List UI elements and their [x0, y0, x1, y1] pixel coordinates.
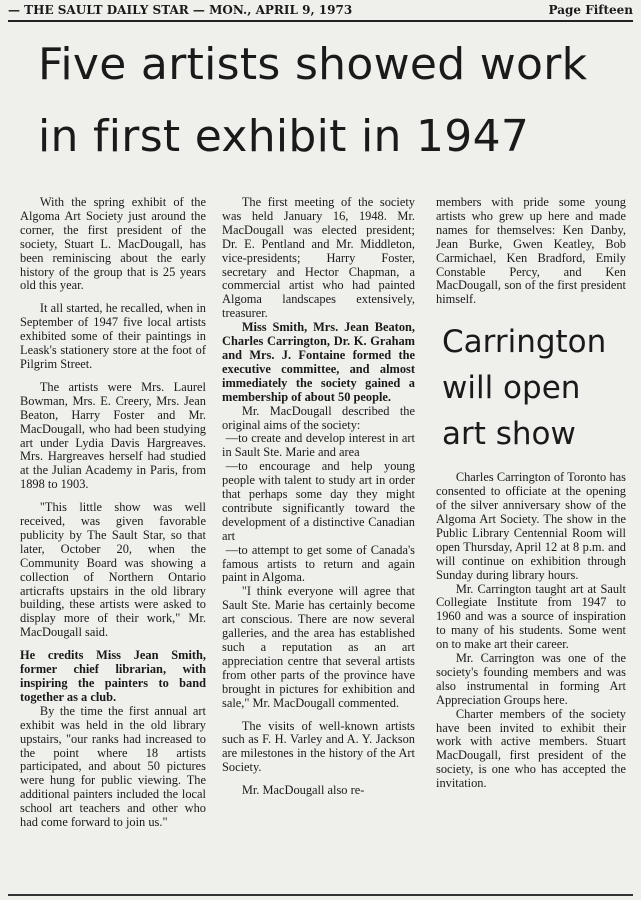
paragraph: Charles Carrington of Toronto has consented to officiate at the opening of the silver anniversary show of the Algoma Art Society. The show in the Public Library Centennial Room will open Thursday, April 12 at 8 p.m. and will continue on exhibition through Sunday during library hours. — [436, 470, 626, 582]
article-column-3 — [436, 196, 626, 896]
bold-paragraph: He credits Miss Jean Smith, former chief librarian, with inspiring the painters to band together as a club. — [20, 648, 206, 704]
paragraph: "I think everyone will agree that Sault Ste. Marie has certainly become art conscious. There are now several galleries, and the area has established such a reputation as an art appreciation centre that several artists from other parts of the province have brought in pictures for exhibition and sale," Mr. MacDougall commented. — [222, 584, 415, 710]
headline-line-1: Five artists showed work — [38, 39, 588, 90]
masthead — [8, 0, 633, 22]
paragraph: The first meeting of the society was held January 16, 1948. Mr. MacDougall was elected president; Dr. E. Pentland and Mr. Middleton, vice-presidents; Harry Foster, secretary and Hector Chapman, a commercial artist who had painted Algoma landscapes extensively, treasurer. — [222, 196, 415, 321]
bottom-rule — [8, 894, 633, 896]
paragraph: Mr. MacDougall described the original aims of the society: — [222, 403, 415, 432]
subheadline-line: art show — [442, 416, 576, 453]
paragraph: members with pride some young artists who grew up here and made names for themselves: Ken Danby, Jean Burke, Gwen Keatley, Bob Carmichael, Ken Bradford, Emily Constable Percy, and Ken MacDougall, son of the first president himself. — [436, 196, 626, 307]
paragraph: The artists were Mrs. Laurel Bowman, Mrs. E. Creery, Mrs. Jean Beaton, Harry Foster and Mr. MacDougall, who had been studying art under Lydia Davis Hargreaves. Mrs. Hargreaves herself had studied at the Julian Academy in Paris, from 1898 to 1903. — [20, 379, 206, 492]
headline-line-2: in first exhibit in 1947 — [38, 111, 530, 162]
subheadline — [442, 319, 626, 457]
aim-item: —to encourage and help young people with talent to study art in order that perhaps some day they might contribute significantly toward the development of a distinctive Canadian art — [222, 459, 415, 543]
paragraph: It all started, he recalled, when in September of 1947 five local artists exhibited some of their paintings in Leask's stationery store at the foot of Pilgrim Street. — [20, 301, 206, 371]
aim-item: —to attempt to get some of Canada's famous artists to return and again paint in Algoma. — [222, 542, 415, 585]
article-column-1 — [20, 196, 206, 896]
paragraph: Mr. Carrington taught art at Sault Collegiate Institute from 1947 to 1960 and was a source of inspiration to many of his students. Some went on to make art their career. — [436, 581, 626, 652]
paragraph: "This little show was well received, was given favorable publicity by The Sault Star, so that later, October 20, when the Community Board was showing a collection of Northern Ontario articrafts upstairs in the old library building, these artists were asked to display more of their work," Mr. MacDougall said. — [20, 500, 206, 640]
paragraph: The visits of well-known artists such as F. H. Varley and A. Y. Jackson are milestones in the history of the Art Society. — [222, 718, 415, 775]
paragraph: With the spring exhibit of the Algoma Art Society just around the corner, the first president of the society, Stuart L. MacDougall, has been reminiscing about the early history of the group that is 25 years old this year. — [20, 196, 206, 293]
page-number: Page Fifteen — [548, 3, 633, 17]
paragraph: Mr. Carrington was one of the society's founding members and was also instrumental in forming Art Appreciation Groups here. — [436, 651, 626, 707]
aim-item: —to create and develop interest in art in Sault Ste. Marie and area — [222, 431, 415, 460]
paragraph: Mr. MacDougall also re- — [241, 783, 365, 798]
bold-paragraph: Miss Smith, Mrs. Jean Beaton, Charles Carrington, Dr. K. Graham and Mrs. J. Fontaine formed the executive committee, and almost immediately the society gained a membership of about 50 people. — [222, 320, 415, 404]
subheadline-line: will open — [442, 370, 581, 407]
article-column-2 — [222, 196, 415, 896]
subheadline-line: Carrington — [442, 324, 607, 361]
masthead-dateline: — THE SAULT DAILY STAR — MON., APRIL 9, 1973 — [8, 3, 353, 17]
paragraph: By the time the first annual art exhibit was held in the old library upstairs, "our ranks had increased to the point where 18 artists participated, and about 50 pictures were hung for public viewing. The additional painters included the local school art teachers and other who had come forward to join us." — [20, 703, 206, 830]
paragraph: Charter members of the society have been invited to exhibit their work with active members. Stuart MacDougall, first president of the society, is one who has accepted the invitation. — [436, 706, 626, 791]
